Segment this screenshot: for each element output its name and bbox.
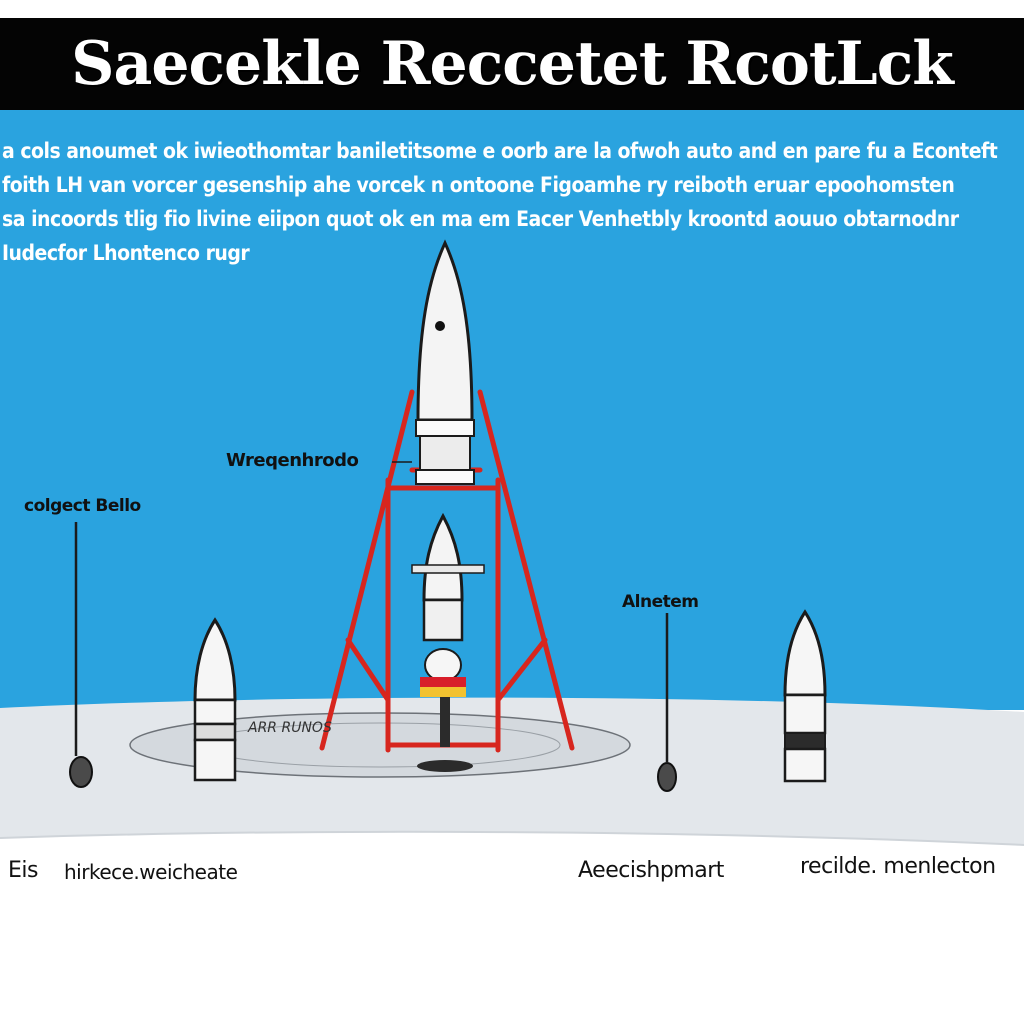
pad-marking: ARR RUNOS (248, 720, 332, 736)
description-line: sa incoords tlig fio livine eiipon quot ok en ma em Eacer Venhetbly kroontd aouuo obtarnodnr (2, 207, 959, 231)
bottom-left-label: hirkece.weicheate (64, 860, 238, 884)
right-sensor-label: Alnetem (622, 592, 699, 612)
bottom-left-id: Eis (8, 858, 38, 883)
description-line: a cols anoumet ok iwieothomtar baniletitsome e oorb are la ofwoh auto and en pare fu a Econteft (2, 139, 998, 163)
description-line: foith LH van vorcer gesenship ahe vorcek n ontoone Figoamhe ry reiboth eruar epoohomsten (2, 173, 955, 197)
main-rocket (416, 243, 474, 484)
left-rocket (195, 620, 235, 780)
page-title: Saecekle Reccetet RcotLck (71, 29, 953, 99)
bottom-center-label: Aeecishpmart (578, 858, 724, 883)
description-line: Iudecfor Lhontenco rugr (2, 241, 250, 265)
right-rocket (785, 612, 825, 781)
tower-label: Wreqenhrodo (226, 450, 359, 471)
bottom-right-label: recilde. menlecton (800, 854, 996, 879)
left-sensor-label: colgect Bello (24, 496, 141, 516)
